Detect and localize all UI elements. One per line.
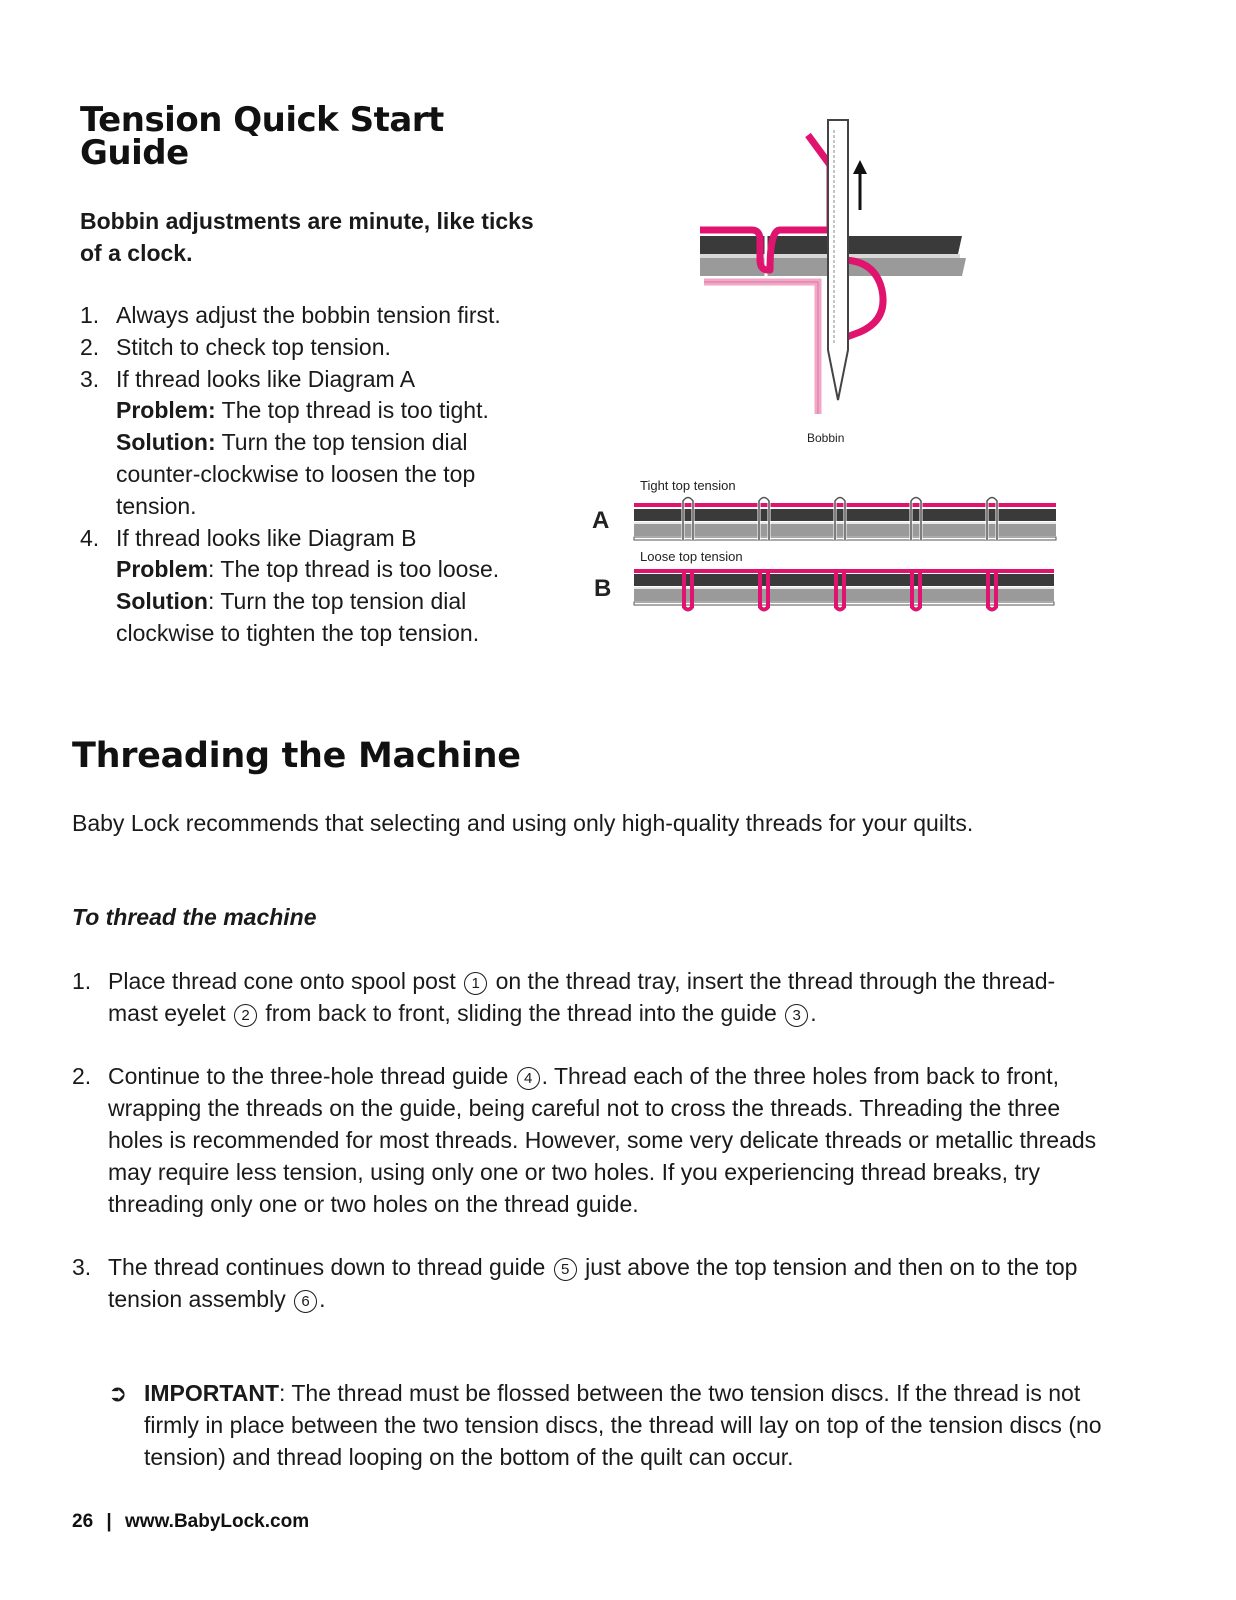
step-text: Continue to the three-hole thread guide	[108, 1063, 515, 1090]
footer-url[interactable]: www.BabyLock.com	[125, 1511, 310, 1532]
list-item	[72, 1061, 1102, 1220]
step-text: on the thread tray, insert the thread through the thread-mast eyelet	[108, 968, 1056, 1026]
solution-text: Turn the top tension dial counter-clockwise to loosen the top tension.	[116, 429, 476, 519]
tension-steps	[80, 300, 530, 650]
important-text: : The thread must be flossed between the two tension discs. If the thread is not firmly in place between the two tension discs, the thread will lay on top of the tension discs (no tension) and thread looping on the bottom of the quilt can occur.	[144, 1380, 1102, 1470]
list-item	[80, 300, 530, 332]
important-label: IMPORTANT	[144, 1380, 280, 1406]
arrow-up-icon	[853, 160, 867, 210]
step-intro: If thread looks like Diagram A	[116, 365, 416, 392]
needle-diagram	[690, 110, 980, 455]
diagram-b-caption: Loose top tension	[640, 549, 743, 564]
callout-number: 2	[234, 1004, 257, 1027]
step-number: 4.	[80, 524, 100, 551]
solution-text: : Turn the top tension dial clockwise to tighten the top tension.	[116, 588, 480, 646]
step-text: just above the top tension and then on to the top tension assembly	[108, 1254, 1078, 1312]
diagram-b	[634, 569, 1054, 610]
step-text: . Thread each of the three holes from back to front, wrapping the threads on the guide, being careful not to cross the threads. Threading the three holes is recommended for most threads. However, some very delicate threads or metallic threads may require less tension, using only one or two holes. If you experiencing thread breaks, try threading only one or two holes on the thread guide.	[108, 1063, 1097, 1217]
bobbin-label: Bobbin	[807, 431, 845, 445]
list-item	[72, 1252, 1102, 1316]
list-item	[80, 332, 530, 364]
problem-text: The top thread is too tight.	[215, 397, 489, 424]
callout-number: 1	[464, 972, 487, 995]
tension-diagrams	[588, 470, 1068, 620]
step-number: 1.	[80, 302, 100, 328]
step-number: 1.	[72, 968, 92, 994]
list-item	[80, 523, 530, 650]
needle-icon	[828, 120, 848, 400]
threading-steps	[72, 966, 1102, 1348]
tension-lead: Bobbin adjustments are minute, like ticks of a clock.	[80, 208, 534, 266]
step-intro: If thread looks like Diagram B	[116, 524, 417, 551]
solution-label: Solution:	[116, 429, 216, 456]
page-footer	[72, 1508, 309, 1536]
callout-number: 5	[554, 1258, 577, 1281]
problem-text: : The top thread is too loose.	[208, 556, 500, 583]
bobbin-thread	[704, 282, 818, 414]
footer-separator: |	[106, 1511, 112, 1532]
page-number: 26	[72, 1511, 94, 1532]
threading-intro: Baby Lock recommends that selecting and using only high-quality threads for your quilts.	[72, 810, 974, 836]
solution-label: Solution	[116, 588, 208, 615]
step-number: 2.	[72, 1063, 92, 1090]
page-title-tension: Tension Quick Start Guide	[80, 100, 444, 173]
step-number: 3.	[80, 365, 100, 392]
problem-label: Problem:	[116, 397, 216, 424]
step-text: The thread continues down to thread guide	[108, 1254, 552, 1281]
section-title-threading: Threading the Machine	[72, 736, 521, 776]
list-item	[80, 364, 530, 523]
step-text: Stitch to check top tension.	[116, 333, 391, 360]
step-text: .	[319, 1285, 326, 1312]
diagram-a-letter: A	[592, 507, 610, 534]
list-item	[72, 966, 1102, 1030]
important-note	[108, 1378, 1134, 1473]
problem-label: Problem	[116, 556, 209, 583]
arrow-right-icon: ➲	[108, 1380, 128, 1406]
step-text: Always adjust the bobbin tension first.	[116, 302, 501, 328]
diagram-a-caption: Tight top tension	[640, 478, 736, 493]
step-text: .	[810, 999, 817, 1026]
diagram-a	[634, 498, 1056, 541]
step-number: 2.	[80, 333, 100, 360]
step-text: from back to front, sliding the thread into the guide	[259, 999, 784, 1026]
callout-number: 6	[294, 1290, 317, 1313]
callout-number: 3	[785, 1004, 808, 1027]
callout-number: 4	[517, 1067, 540, 1090]
threading-subhead: To thread the machine	[72, 904, 317, 930]
step-number: 3.	[72, 1254, 92, 1281]
diagram-b-letter: B	[594, 575, 612, 602]
step-text: Place thread cone onto spool post	[108, 968, 463, 994]
